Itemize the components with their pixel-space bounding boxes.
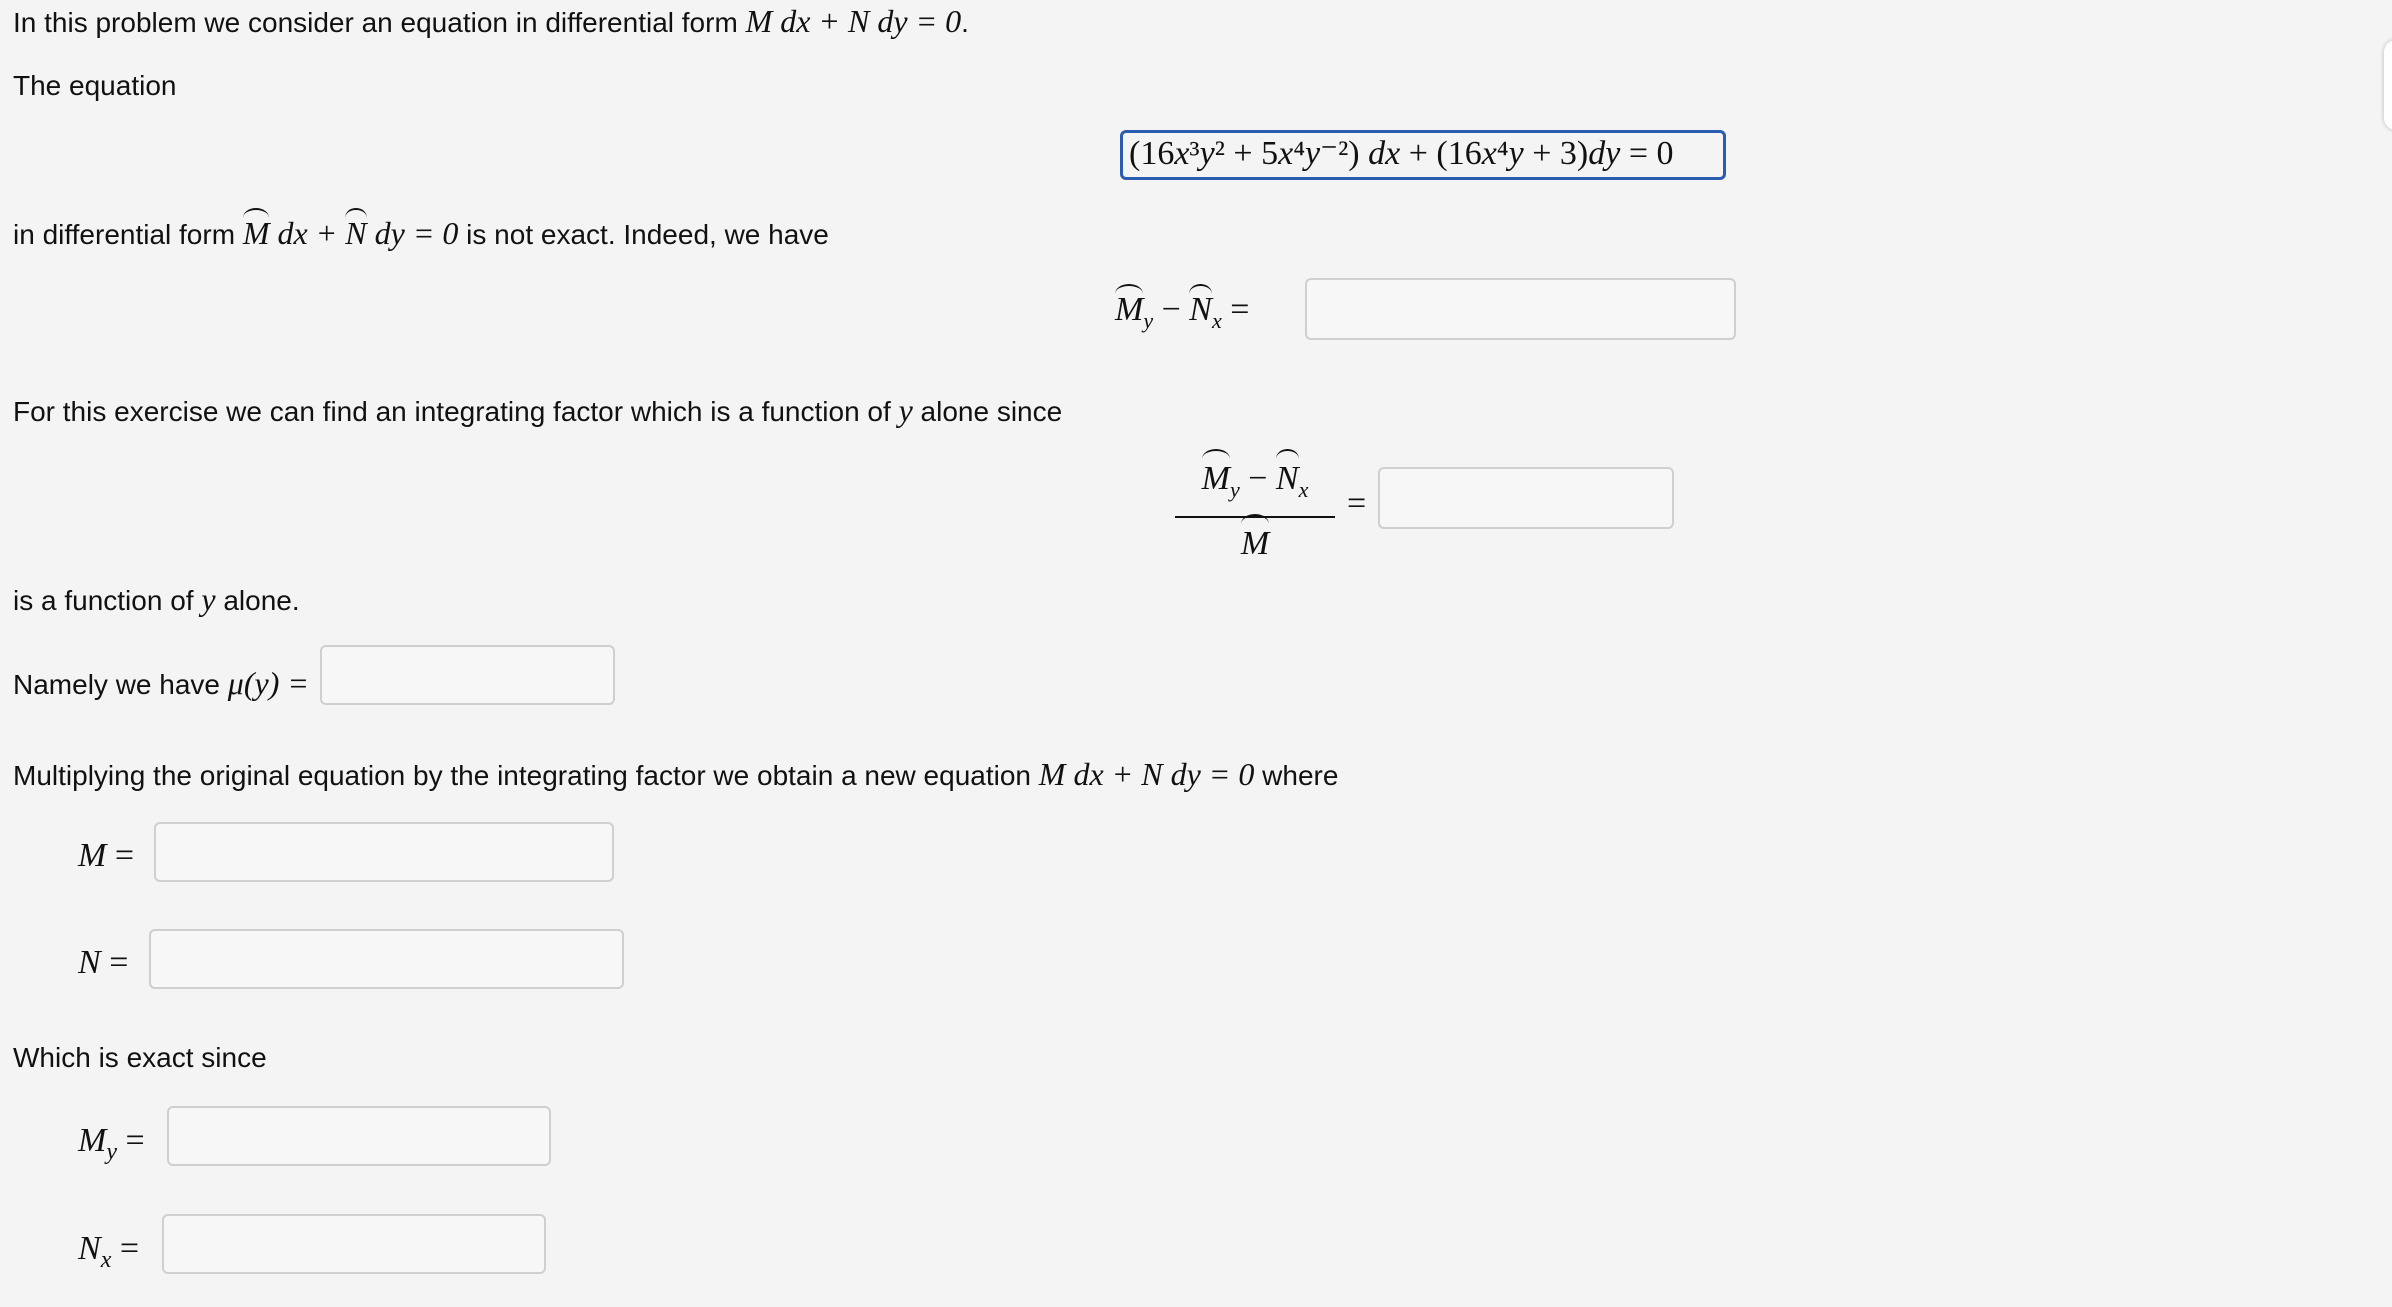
My-sub: y bbox=[106, 1138, 117, 1165]
namely-text bbox=[13, 664, 309, 702]
mult-suffix: where bbox=[1254, 760, 1339, 791]
intro-text bbox=[13, 2, 969, 40]
mu-input[interactable] bbox=[320, 645, 615, 705]
ratio-numerator: $M_y - N_x$ bbox=[1175, 455, 1335, 514]
multiplying-text bbox=[13, 755, 1338, 793]
ratio-input[interactable] bbox=[1378, 467, 1674, 529]
the-equation-label: The equation bbox=[13, 70, 177, 101]
Nx-label: $N_x$ = bbox=[78, 1230, 140, 1273]
Nx-sub: x bbox=[100, 1246, 112, 1273]
diff-label: $M_y - N_x$ = bbox=[1115, 291, 1250, 333]
My-input[interactable] bbox=[167, 1106, 551, 1166]
N-label: N = bbox=[78, 944, 129, 981]
fa-suffix: alone. bbox=[215, 585, 300, 616]
integrating-factor-text bbox=[13, 391, 1062, 429]
not-exact-prefix: in differential form bbox=[13, 219, 243, 250]
exact-since-text: Which is exact since bbox=[13, 1042, 267, 1073]
mult-prefix: Multiplying the original equation by the integrating factor we obtain a new equation bbox=[13, 760, 1039, 791]
Nx-input[interactable] bbox=[162, 1214, 546, 1274]
fa-prefix: is a function of bbox=[13, 585, 202, 616]
if-var: y bbox=[898, 392, 913, 428]
side-panel-handle[interactable] bbox=[2384, 40, 2392, 130]
not-exact-equation: M dx + N dy = 0 bbox=[242, 215, 459, 251]
not-exact-suffix: is not exact. Indeed, we have bbox=[458, 219, 829, 250]
My-label: $M_y$ = bbox=[78, 1122, 145, 1165]
given-equation[interactable]: (16x³y² + 5x⁴y⁻²) dx + (16x⁴y + 3)dy = 0 bbox=[1120, 130, 1726, 180]
intro-suffix: . bbox=[961, 7, 969, 38]
N-input[interactable] bbox=[149, 929, 624, 989]
mult-equation: M dx + N dy = 0 bbox=[1038, 756, 1255, 792]
if-suffix: alone since bbox=[912, 396, 1063, 427]
My-letter: M bbox=[78, 1122, 107, 1159]
mu-label: μ(y) = bbox=[227, 665, 309, 701]
intro-equation: M dx + N dy = 0 bbox=[745, 3, 962, 39]
ratio-equals: = bbox=[1347, 485, 1367, 522]
ratio-denominator: M bbox=[1175, 520, 1335, 568]
diff-input[interactable] bbox=[1305, 278, 1736, 340]
namely-prefix: Namely we have bbox=[13, 669, 228, 700]
M-label: M = bbox=[78, 837, 135, 874]
function-alone-text bbox=[13, 580, 300, 618]
fa-var: y bbox=[201, 581, 216, 617]
intro-prefix: In this problem we consider an equation in differential form bbox=[13, 7, 746, 38]
M-input[interactable] bbox=[154, 822, 614, 882]
Nx-letter: N bbox=[78, 1230, 101, 1267]
not-exact-text bbox=[13, 214, 829, 252]
if-prefix: For this exercise we can find an integrating factor which is a function of bbox=[13, 396, 899, 427]
ratio-fraction bbox=[1175, 455, 1335, 568]
